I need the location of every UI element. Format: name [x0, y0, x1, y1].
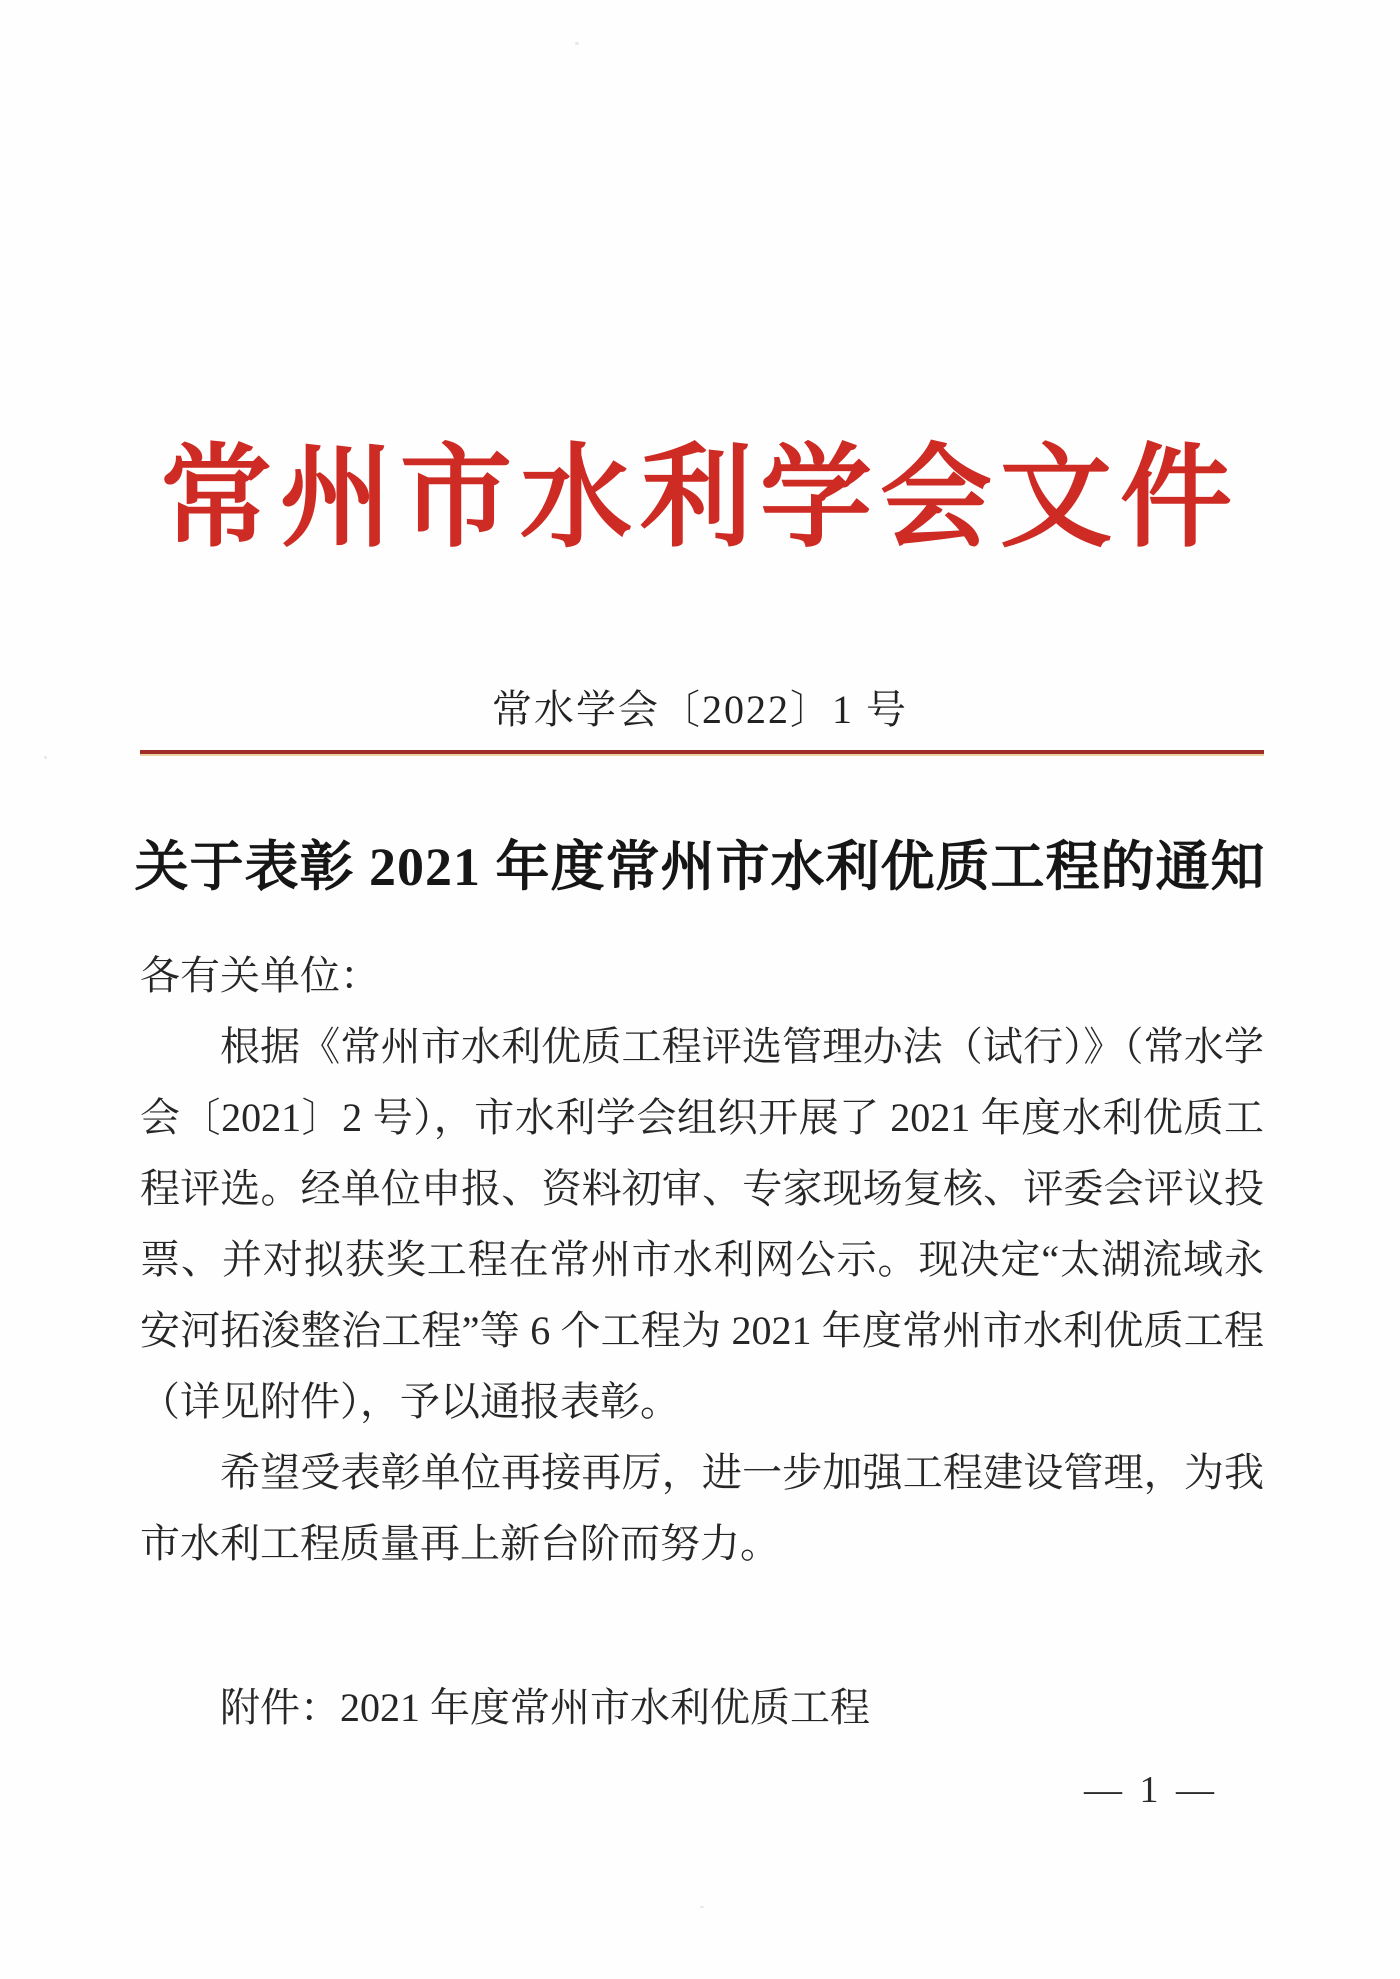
document-header-title: 常州市水利学会文件	[160, 437, 1240, 561]
paragraph-1: 根据《常州市水利优质工程评选管理办法（试行）》（常水学会〔2021〕2 号），市水利学会组织开展了 2021 年度水利优质工程评选。经单位申报、资料初审、专家现场复核、评委会评议投票、并对拟获奖工程在常州市水利网公示。现决定“太湖流域永安河拓浚整治工程”等 6 个工程为 2021 年度常州市水利优质工程（详见附件），予以通报表彰。	[140, 1024, 1264, 1424]
scan-artifact	[700, 1906, 704, 1908]
document-body	[140, 940, 1264, 1743]
header-divider-line	[140, 750, 1264, 754]
document-number: 常水学会〔2022〕1 号	[492, 687, 908, 732]
paragraph-2: 希望受表彰单位再接再厉，进一步加强工程建设管理，为我市水利工程质量再上新台阶而努力。	[140, 1450, 1264, 1566]
notice-title: 关于表彰 2021 年度常州市水利优质工程的通知	[134, 837, 1266, 897]
scan-artifact	[44, 756, 47, 759]
attachment-line: 附件：2021 年度常州市水利优质工程	[220, 1685, 870, 1730]
page-number: — 1 —	[1084, 1769, 1218, 1811]
salutation: 各有关单位：	[140, 953, 380, 998]
scan-artifact	[575, 42, 579, 45]
